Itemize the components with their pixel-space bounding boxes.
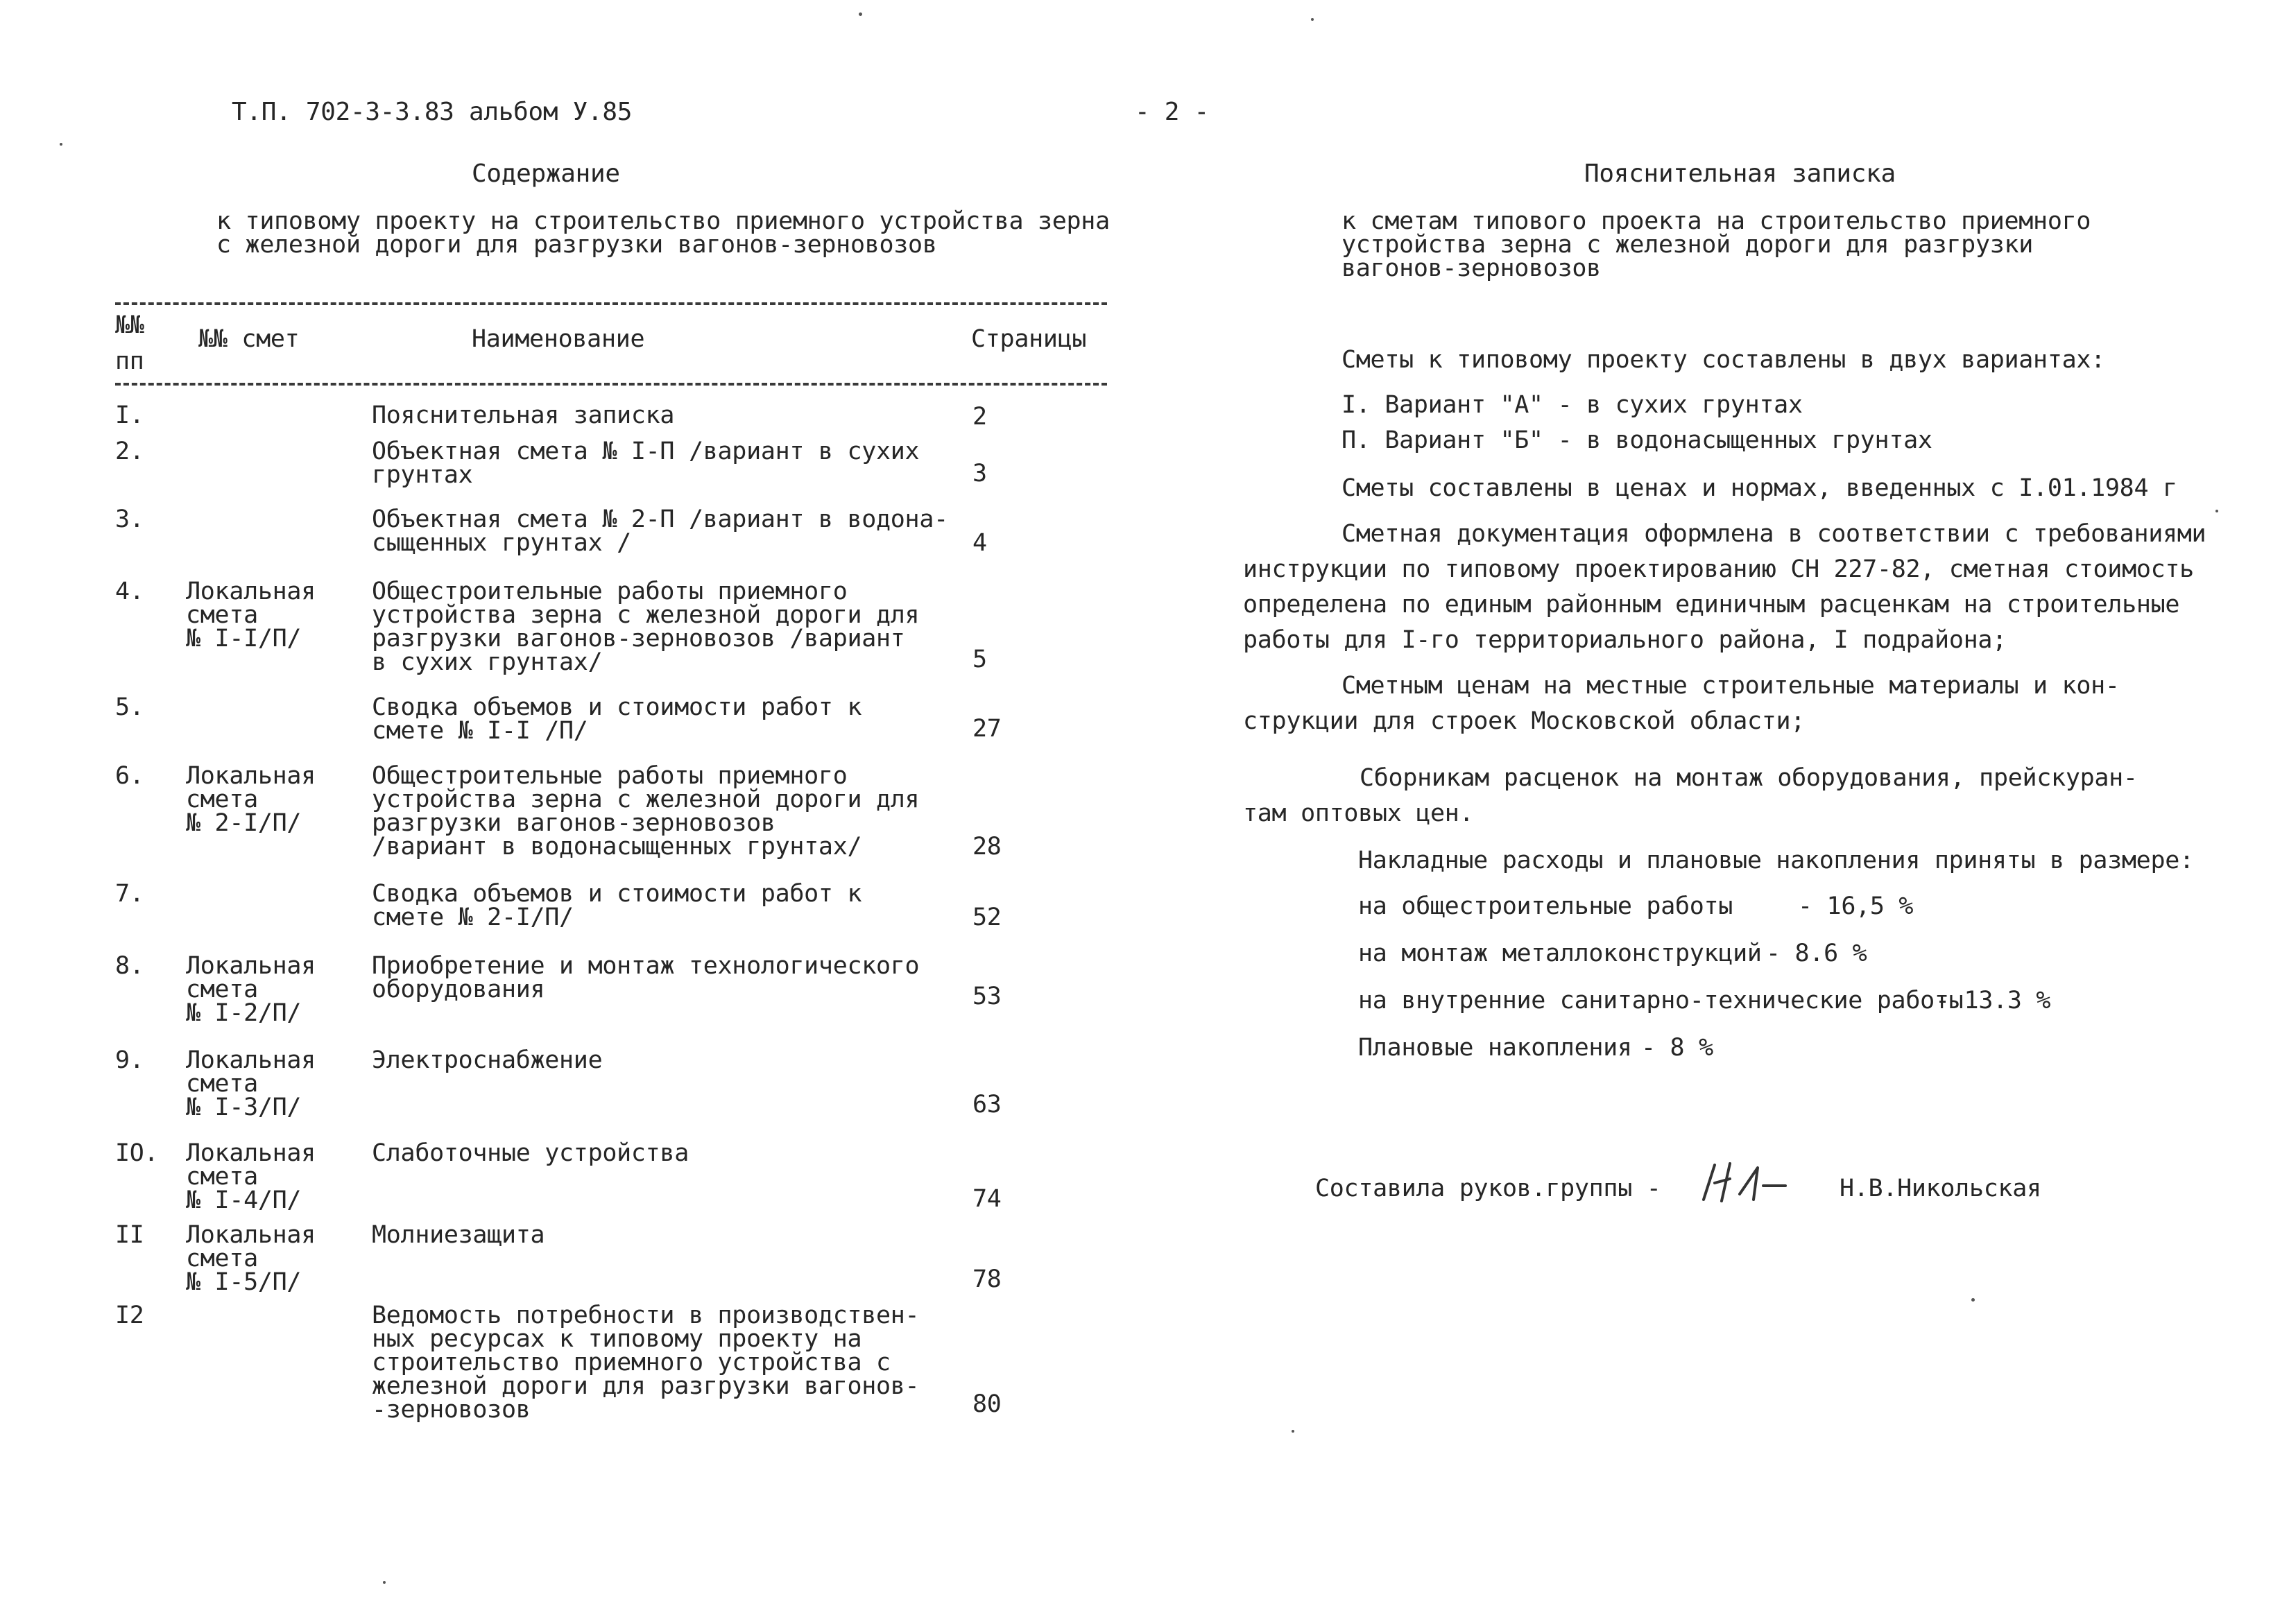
row-name-line: сыщенных грунтах / xyxy=(372,529,631,557)
row-number: 9. xyxy=(115,1046,144,1074)
row-number: 5. xyxy=(115,693,144,721)
row-number: 4. xyxy=(115,578,144,605)
row-name-line: железной дороги для разгрузки вагонов- xyxy=(372,1372,920,1400)
prices-line: Сметы составлены в ценах и нормах, введенных с I.01.1984 г xyxy=(1341,474,2177,502)
row-name-line: устройства зерна с железной дороги для xyxy=(372,601,920,629)
row-name-line: в сухих грунтах/ xyxy=(372,648,603,676)
row-number: I. xyxy=(115,401,144,429)
row-number: I2 xyxy=(115,1302,144,1329)
local-para-line-1: Сметным ценам на местные строительные материалы и кон- xyxy=(1341,672,2120,700)
row-number: 6. xyxy=(115,762,144,790)
row-smeta-line: смета xyxy=(186,786,258,813)
collection-para-line-1: Сборникам расценок на монтаж оборудования, прейскуран- xyxy=(1360,764,2138,792)
row-smeta-line: Локальная xyxy=(186,578,316,605)
overhead-label-3: на внутренние санитарно-технические работы xyxy=(1358,987,1964,1014)
page-number: - 2 - xyxy=(1135,98,1209,126)
header-pages: Страницы xyxy=(971,325,1087,353)
overhead-value-1: - 16,5 % xyxy=(1798,892,1914,920)
row-name-line: Молниезащита xyxy=(372,1221,545,1249)
handwritten-signature xyxy=(1694,1158,1791,1207)
scan-speck xyxy=(2215,510,2218,512)
row-name-line: разгрузки вагонов-зерновозов /вариант xyxy=(372,625,905,653)
row-page: 2 xyxy=(972,403,987,431)
doc-para-line-2: инструкции по типовому проектированию СН 227-82, сметная стоимость xyxy=(1243,555,2194,583)
row-page: 78 xyxy=(972,1265,1002,1293)
row-smeta-line: Локальная xyxy=(186,1221,316,1249)
signature-name: Н.В.Никольская xyxy=(1840,1175,2041,1202)
signature-label: Составила руков.группы - xyxy=(1315,1175,1661,1202)
row-name-line: смете № 2-I/П/ xyxy=(372,904,574,931)
row-number: 7. xyxy=(115,880,144,908)
row-number: II xyxy=(115,1221,144,1249)
row-smeta-line: № I-2/П/ xyxy=(186,999,302,1027)
row-page: 80 xyxy=(972,1390,1002,1418)
row-name-line: Сводка объемов и стоимости работ к xyxy=(372,693,862,721)
row-page: 28 xyxy=(972,833,1002,861)
row-smeta-line: Локальная xyxy=(186,952,316,980)
table-top-rule xyxy=(115,302,1107,305)
row-smeta-line: Локальная xyxy=(186,1046,316,1074)
contents-title: Содержание xyxy=(472,159,620,188)
row-smeta-line: Локальная xyxy=(186,762,316,790)
row-name-line: оборудования xyxy=(372,976,545,1003)
row-name-line: -зерновозов xyxy=(372,1396,531,1424)
row-name-line: Объектная смета № 2-П /вариант в водона- xyxy=(372,506,948,533)
row-name-line: Ведомость потребности в производствен- xyxy=(372,1302,920,1329)
variant-b: П. Вариант "Б" - в водонасыщенных грунтах xyxy=(1341,426,1932,454)
row-name-line: строительство приемного устройства с xyxy=(372,1349,891,1376)
scan-speck xyxy=(1311,18,1314,21)
row-smeta-line: № I-5/П/ xyxy=(186,1268,302,1296)
row-page: 74 xyxy=(972,1185,1002,1213)
row-smeta-line: № I-I/П/ xyxy=(186,625,302,653)
overhead-value-3: - 13.3 % xyxy=(1935,987,2051,1014)
header-smeta: №№ смет xyxy=(198,325,300,353)
row-number: IO. xyxy=(115,1139,159,1167)
overhead-intro: Накладные расходы и плановые накопления приняты в размере: xyxy=(1358,847,2194,874)
row-name-line: Общестроительные работы приемного xyxy=(372,762,848,790)
row-name-line: Электроснабжение xyxy=(372,1046,603,1074)
row-page: 5 xyxy=(972,646,987,673)
row-name-line: Слаботочные устройства xyxy=(372,1139,689,1167)
doc-para-line-3: определена по единым районным единичным расценкам на строительные xyxy=(1243,591,2180,619)
variants-intro: Сметы к типовому проекту составлены в двух вариантах: xyxy=(1341,346,2105,374)
overhead-label-1: на общестроительные работы xyxy=(1358,892,1733,920)
row-name-line: Сводка объемов и стоимости работ к xyxy=(372,880,862,908)
row-name-line: устройства зерна с железной дороги для xyxy=(372,786,920,813)
row-smeta-line: Локальная xyxy=(186,1139,316,1167)
row-name-line: разгрузки вагонов-зерновозов xyxy=(372,809,775,837)
row-page: 27 xyxy=(972,715,1002,743)
row-smeta-line: № 2-I/П/ xyxy=(186,809,302,837)
note-subtitle-line-1: к сметам типового проекта на строительство приемного xyxy=(1341,207,2091,235)
row-number: 2. xyxy=(115,438,144,465)
contents-subtitle-line-2: с железной дороги для разгрузки вагонов-зерновозов xyxy=(216,231,937,259)
row-name-line: /вариант в водонасыщенных грунтах/ xyxy=(372,833,862,861)
scan-speck xyxy=(60,143,62,146)
document-reference: Т.П. 702-3-3.83 альбом У.85 xyxy=(232,98,633,126)
row-name-line: Общестроительные работы приемного xyxy=(372,578,848,605)
overhead-label-2: на монтаж металлоконструкций xyxy=(1358,940,1762,967)
row-smeta-line: смета xyxy=(186,1245,258,1272)
overhead-value-4: - 8 % xyxy=(1641,1034,1713,1062)
collection-para-line-2: там оптовых цен. xyxy=(1243,800,1474,827)
row-name-line: ных ресурсах к типовому проекту на xyxy=(372,1325,862,1353)
header-name: Наименование xyxy=(472,325,645,353)
row-page: 63 xyxy=(972,1091,1002,1118)
row-number: 3. xyxy=(115,506,144,533)
header-num-line-2: пп xyxy=(115,347,144,375)
row-smeta-line: смета xyxy=(186,601,258,629)
row-smeta-line: № I-4/П/ xyxy=(186,1186,302,1214)
row-name-line: Пояснительная записка xyxy=(372,401,675,429)
scan-speck xyxy=(859,12,862,16)
note-subtitle-line-2: устройства зерна с железной дороги для разгрузки xyxy=(1341,231,2034,259)
doc-para-line-1: Сметная документация оформлена в соответствии с требованиями xyxy=(1341,520,2206,548)
header-num-line-1: №№ xyxy=(115,311,144,339)
overhead-label-4: Плановые накопления xyxy=(1358,1034,1632,1062)
row-smeta-line: смета xyxy=(186,1163,258,1191)
scan-speck xyxy=(1971,1298,1975,1302)
row-name-line: Приобретение и монтаж технологического xyxy=(372,952,920,980)
row-name-line: Объектная смета № I-П /вариант в сухих xyxy=(372,438,920,465)
table-header-rule xyxy=(115,383,1107,386)
row-name-line: грунтах xyxy=(372,461,473,489)
row-smeta-line: смета xyxy=(186,1070,258,1098)
row-page: 4 xyxy=(972,529,987,557)
note-subtitle-line-3: вагонов-зерновозов xyxy=(1341,254,1601,282)
variant-a: I. Вариант "А" - в сухих грунтах xyxy=(1341,391,1803,419)
row-page: 3 xyxy=(972,460,987,487)
local-para-line-2: струкции для строек Московской области; xyxy=(1243,707,1806,735)
row-number: 8. xyxy=(115,952,144,980)
row-page: 52 xyxy=(972,904,1002,931)
doc-para-line-4: работы для I-го территориального района, I подрайона; xyxy=(1243,626,2007,654)
overhead-value-2: - 8.6 % xyxy=(1766,940,1867,967)
row-smeta-line: смета xyxy=(186,976,258,1003)
contents-subtitle-line-1: к типовому проекту на строительство приемного устройства зерна xyxy=(216,207,1110,235)
scan-speck xyxy=(383,1581,386,1584)
note-title: Пояснительная записка xyxy=(1584,159,1896,188)
row-page: 53 xyxy=(972,983,1002,1010)
row-smeta-line: № I-3/П/ xyxy=(186,1094,302,1121)
row-name-line: смете № I-I /П/ xyxy=(372,717,588,745)
scan-speck xyxy=(1292,1430,1294,1433)
